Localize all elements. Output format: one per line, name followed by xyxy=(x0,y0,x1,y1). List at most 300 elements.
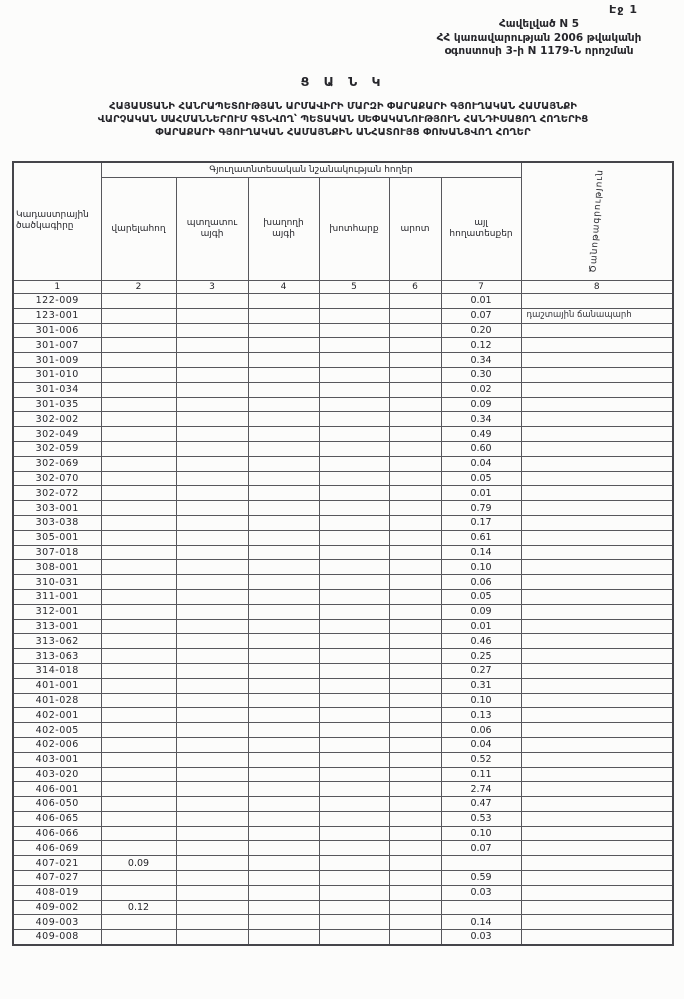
vineyard-value xyxy=(248,338,319,353)
orchard-value xyxy=(176,752,248,767)
orchard-value xyxy=(176,826,248,841)
pasture-value xyxy=(389,501,441,516)
cadastral-code: 407-027 xyxy=(13,871,101,886)
other-lands-value: 0.06 xyxy=(441,723,521,738)
vineyard-value xyxy=(248,412,319,427)
pasture-value xyxy=(389,737,441,752)
arable-value xyxy=(101,782,176,797)
appendix-line-2: ՀՀ կառավարության 2006 թվականի xyxy=(436,31,642,44)
pasture-value xyxy=(389,515,441,530)
land-transfer-table xyxy=(12,161,674,946)
vineyard-value xyxy=(248,900,319,915)
orchard-value xyxy=(176,871,248,886)
vineyard-value xyxy=(248,560,319,575)
hayfield-value xyxy=(319,649,389,664)
pasture-value xyxy=(389,782,441,797)
hayfield-value xyxy=(319,323,389,338)
table-row xyxy=(13,693,673,708)
arable-value xyxy=(101,723,176,738)
orchard-value xyxy=(176,308,248,323)
orchard-value xyxy=(176,797,248,812)
other-lands-value: 0.10 xyxy=(441,693,521,708)
appendix-line-3: օգոստոսի 3-ի N 1179-Ն որոշման xyxy=(444,45,634,57)
cadastral-code: 408-019 xyxy=(13,885,101,900)
table-row xyxy=(13,486,673,501)
vineyard-value xyxy=(248,367,319,382)
pasture-value xyxy=(389,871,441,886)
hayfield-value xyxy=(319,752,389,767)
table-row xyxy=(13,589,673,604)
vineyard-value xyxy=(248,353,319,368)
table-row xyxy=(13,545,673,560)
arable-value xyxy=(101,915,176,930)
table-row xyxy=(13,560,673,575)
hayfield-value xyxy=(319,560,389,575)
orchard-value xyxy=(176,515,248,530)
other-lands-value: 0.30 xyxy=(441,367,521,382)
orchard-value xyxy=(176,856,248,871)
cadastral-code: 303-001 xyxy=(13,501,101,516)
other-lands-value: 0.05 xyxy=(441,589,521,604)
arable-value xyxy=(101,708,176,723)
other-lands-value: 0.61 xyxy=(441,530,521,545)
vineyard-value xyxy=(248,930,319,945)
cadastral-code: 311-001 xyxy=(13,589,101,604)
cadastral-code: 406-001 xyxy=(13,782,101,797)
table-row xyxy=(13,530,673,545)
arable-value xyxy=(101,841,176,856)
note-cell xyxy=(521,841,673,856)
orchard-value xyxy=(176,723,248,738)
arable-value xyxy=(101,663,176,678)
hayfield-value xyxy=(319,441,389,456)
other-lands-value: 0.10 xyxy=(441,560,521,575)
other-lands-header: այլ հողատեսքեր xyxy=(441,178,521,281)
vineyard-value xyxy=(248,575,319,590)
orchard-value xyxy=(176,397,248,412)
arable-value xyxy=(101,797,176,812)
cadastral-code: 301-034 xyxy=(13,382,101,397)
note-header: Ծանոթագրություն xyxy=(588,169,606,274)
vineyard-value xyxy=(248,604,319,619)
note-cell xyxy=(521,767,673,782)
hayfield-value xyxy=(319,693,389,708)
cadastral-code: 308-001 xyxy=(13,560,101,575)
other-lands-value: 0.47 xyxy=(441,797,521,812)
note-cell xyxy=(521,486,673,501)
pasture-value xyxy=(389,471,441,486)
pasture-value xyxy=(389,382,441,397)
pasture-value xyxy=(389,338,441,353)
vineyard-value xyxy=(248,486,319,501)
note-cell xyxy=(521,382,673,397)
orchard-value xyxy=(176,294,248,309)
pasture-value xyxy=(389,412,441,427)
note-cell xyxy=(521,885,673,900)
note-cell xyxy=(521,530,673,545)
note-cell xyxy=(521,294,673,309)
pasture-value xyxy=(389,604,441,619)
note-cell xyxy=(521,649,673,664)
arable-value xyxy=(101,427,176,442)
note-cell xyxy=(521,871,673,886)
arable-value xyxy=(101,441,176,456)
table-row xyxy=(13,811,673,826)
hayfield-value xyxy=(319,412,389,427)
cadastral-code: 305-001 xyxy=(13,530,101,545)
vineyard-value xyxy=(248,678,319,693)
other-lands-value: 0.09 xyxy=(441,397,521,412)
orchard-value xyxy=(176,693,248,708)
table-row xyxy=(13,871,673,886)
note-cell xyxy=(521,397,673,412)
column-number-2: 2 xyxy=(101,281,176,294)
hayfield-value xyxy=(319,294,389,309)
table-body xyxy=(13,294,673,945)
cadastral-code: 403-001 xyxy=(13,752,101,767)
pasture-value xyxy=(389,767,441,782)
table-row xyxy=(13,367,673,382)
cadastral-code: 402-005 xyxy=(13,723,101,738)
pasture-value xyxy=(389,353,441,368)
hayfield-value xyxy=(319,530,389,545)
pasture-value xyxy=(389,649,441,664)
column-number-7: 7 xyxy=(441,281,521,294)
vineyard-value xyxy=(248,397,319,412)
vineyard-value xyxy=(248,427,319,442)
hayfield-value xyxy=(319,767,389,782)
table-row xyxy=(13,856,673,871)
note-cell xyxy=(521,323,673,338)
vineyard-value xyxy=(248,871,319,886)
appendix-line-1: Հավելված N 5 xyxy=(498,18,580,30)
table-row xyxy=(13,619,673,634)
arable-value xyxy=(101,412,176,427)
table-row xyxy=(13,338,673,353)
vineyard-value xyxy=(248,649,319,664)
pasture-value xyxy=(389,427,441,442)
other-lands-value xyxy=(441,856,521,871)
other-lands-value: 0.01 xyxy=(441,486,521,501)
note-cell xyxy=(521,693,673,708)
hayfield-value xyxy=(319,737,389,752)
arable-value xyxy=(101,367,176,382)
arable-value: 0.09 xyxy=(101,856,176,871)
column-number-4: 4 xyxy=(248,281,319,294)
other-lands-value: 0.07 xyxy=(441,308,521,323)
hayfield-value xyxy=(319,589,389,604)
arable-value xyxy=(101,353,176,368)
column-number-5: 5 xyxy=(319,281,389,294)
document-title-line-3: ՓԱՐԱՔԱՐԻ ԳՅՈՒՂԱԿԱՆ ՀԱՄԱՅՆՔԻՆ ԱՆՀԱՏՈՒՅՑ ՓՈԽԱՆՑՎՈՂ ՀՈՂԵՐ xyxy=(155,126,531,138)
hayfield-value xyxy=(319,397,389,412)
hayfield-value xyxy=(319,782,389,797)
hayfield-value xyxy=(319,826,389,841)
other-lands-value: 0.60 xyxy=(441,441,521,456)
note-cell xyxy=(521,515,673,530)
other-lands-value: 0.20 xyxy=(441,323,521,338)
orchard-value xyxy=(176,382,248,397)
note-cell xyxy=(521,634,673,649)
page-number-label: Էջ 1 xyxy=(609,3,638,16)
arable-value xyxy=(101,545,176,560)
hayfield-value xyxy=(319,308,389,323)
vineyard-value xyxy=(248,856,319,871)
note-cell xyxy=(521,353,673,368)
orchard-value xyxy=(176,441,248,456)
pasture-value xyxy=(389,323,441,338)
note-cell xyxy=(521,663,673,678)
vineyard-value xyxy=(248,501,319,516)
note-cell xyxy=(521,575,673,590)
vineyard-value xyxy=(248,693,319,708)
vineyard-value xyxy=(248,797,319,812)
other-lands-value: 0.17 xyxy=(441,515,521,530)
other-lands-value: 0.11 xyxy=(441,767,521,782)
orchard-value xyxy=(176,634,248,649)
note-cell xyxy=(521,752,673,767)
table-row xyxy=(13,678,673,693)
orchard-value xyxy=(176,486,248,501)
other-lands-value: 0.34 xyxy=(441,353,521,368)
pasture-value xyxy=(389,634,441,649)
pasture-value xyxy=(389,560,441,575)
vineyard-value xyxy=(248,619,319,634)
other-lands-value: 0.53 xyxy=(441,811,521,826)
vineyard-value xyxy=(248,708,319,723)
note-cell xyxy=(521,826,673,841)
hayfield-value xyxy=(319,471,389,486)
arable-value xyxy=(101,456,176,471)
orchard-value xyxy=(176,501,248,516)
hayfield-value xyxy=(319,515,389,530)
orchard-value xyxy=(176,930,248,945)
hayfield-value xyxy=(319,915,389,930)
table-row xyxy=(13,427,673,442)
arable-value xyxy=(101,397,176,412)
other-lands-value xyxy=(441,900,521,915)
cadastral-code: 301-035 xyxy=(13,397,101,412)
vineyard-value xyxy=(248,382,319,397)
other-lands-value: 0.05 xyxy=(441,471,521,486)
cadastral-code: 409-003 xyxy=(13,915,101,930)
orchard-value xyxy=(176,427,248,442)
cadastral-code: 407-021 xyxy=(13,856,101,871)
arable-value xyxy=(101,308,176,323)
orchard-value xyxy=(176,708,248,723)
note-cell xyxy=(521,604,673,619)
hayfield-value xyxy=(319,900,389,915)
cadastral-code: 409-002 xyxy=(13,900,101,915)
pasture-value xyxy=(389,856,441,871)
note-cell xyxy=(521,723,673,738)
hayfield-value xyxy=(319,811,389,826)
vineyard-value xyxy=(248,545,319,560)
note-cell xyxy=(521,708,673,723)
pasture-header: արոտ xyxy=(389,178,441,281)
table-row xyxy=(13,723,673,738)
vineyard-value xyxy=(248,294,319,309)
note-cell xyxy=(521,782,673,797)
note-cell xyxy=(521,797,673,812)
note-cell: դաշտային ճանապարհ xyxy=(521,308,673,323)
arable-value xyxy=(101,885,176,900)
cadastral-code: 123-001 xyxy=(13,308,101,323)
arable-value xyxy=(101,649,176,664)
pasture-value xyxy=(389,900,441,915)
other-lands-value: 0.34 xyxy=(441,412,521,427)
note-cell xyxy=(521,915,673,930)
note-cell xyxy=(521,367,673,382)
other-lands-value: 0.59 xyxy=(441,871,521,886)
hayfield-value xyxy=(319,841,389,856)
pasture-value xyxy=(389,367,441,382)
table-row xyxy=(13,797,673,812)
orchard-value xyxy=(176,575,248,590)
table-row xyxy=(13,441,673,456)
arable-value xyxy=(101,826,176,841)
table-row xyxy=(13,501,673,516)
other-lands-value: 0.03 xyxy=(441,930,521,945)
orchard-value xyxy=(176,782,248,797)
pasture-value xyxy=(389,441,441,456)
hayfield-value xyxy=(319,486,389,501)
arable-value xyxy=(101,678,176,693)
orchard-value xyxy=(176,841,248,856)
pasture-value xyxy=(389,663,441,678)
arable-value xyxy=(101,589,176,604)
note-cell xyxy=(521,856,673,871)
note-cell xyxy=(521,589,673,604)
arable-value xyxy=(101,693,176,708)
hayfield-header: խոտհարք xyxy=(319,178,389,281)
table-row xyxy=(13,841,673,856)
note-header-cell xyxy=(521,162,673,281)
hayfield-value xyxy=(319,634,389,649)
vineyard-value xyxy=(248,826,319,841)
table-row xyxy=(13,915,673,930)
cadastral-code: 302-059 xyxy=(13,441,101,456)
column-number-3: 3 xyxy=(176,281,248,294)
orchard-value xyxy=(176,530,248,545)
cadastral-code: 402-001 xyxy=(13,708,101,723)
note-cell xyxy=(521,560,673,575)
agricultural-lands-group-header: Գյուղատնտեսական նշանակության հողեր xyxy=(101,162,521,178)
column-number-6: 6 xyxy=(389,281,441,294)
other-lands-value: 0.06 xyxy=(441,575,521,590)
other-lands-value: 0.79 xyxy=(441,501,521,516)
pasture-value xyxy=(389,693,441,708)
cadastral-code: 409-008 xyxy=(13,930,101,945)
pasture-value xyxy=(389,723,441,738)
vineyard-value xyxy=(248,634,319,649)
table-row xyxy=(13,634,673,649)
vineyard-value xyxy=(248,737,319,752)
arable-value xyxy=(101,930,176,945)
other-lands-value: 0.49 xyxy=(441,427,521,442)
cadastral-code: 406-065 xyxy=(13,811,101,826)
other-lands-value: 0.12 xyxy=(441,338,521,353)
table-header-row-group xyxy=(13,162,673,178)
cadastral-code: 312-001 xyxy=(13,604,101,619)
hayfield-value xyxy=(319,856,389,871)
other-lands-value: 0.07 xyxy=(441,841,521,856)
orchard-value xyxy=(176,649,248,664)
hayfield-value xyxy=(319,353,389,368)
other-lands-value: 0.13 xyxy=(441,708,521,723)
note-cell xyxy=(521,338,673,353)
table-row xyxy=(13,752,673,767)
table-row xyxy=(13,382,673,397)
orchard-value xyxy=(176,353,248,368)
table-row xyxy=(13,782,673,797)
note-cell xyxy=(521,811,673,826)
orchard-value xyxy=(176,367,248,382)
pasture-value xyxy=(389,545,441,560)
cadastral-code: 313-063 xyxy=(13,649,101,664)
arable-header: վարելահող xyxy=(101,178,176,281)
hayfield-value xyxy=(319,338,389,353)
cadastral-code-header: Կադաստրային ծածկագիրը xyxy=(13,162,101,281)
note-cell xyxy=(521,545,673,560)
cadastral-code: 313-001 xyxy=(13,619,101,634)
table-row xyxy=(13,471,673,486)
hayfield-value xyxy=(319,382,389,397)
hayfield-value xyxy=(319,663,389,678)
orchard-value xyxy=(176,604,248,619)
hayfield-value xyxy=(319,797,389,812)
vineyard-value xyxy=(248,841,319,856)
table-row xyxy=(13,900,673,915)
note-cell xyxy=(521,619,673,634)
orchard-value xyxy=(176,456,248,471)
pasture-value xyxy=(389,619,441,634)
cadastral-code: 302-002 xyxy=(13,412,101,427)
hayfield-value xyxy=(319,885,389,900)
arable-value xyxy=(101,501,176,516)
cadastral-code: 406-069 xyxy=(13,841,101,856)
vineyard-value xyxy=(248,530,319,545)
pasture-value xyxy=(389,885,441,900)
orchard-value xyxy=(176,323,248,338)
arable-value xyxy=(101,575,176,590)
pasture-value xyxy=(389,589,441,604)
orchard-value xyxy=(176,737,248,752)
table-row xyxy=(13,412,673,427)
orchard-value xyxy=(176,619,248,634)
table-row xyxy=(13,397,673,412)
arable-value xyxy=(101,382,176,397)
orchard-value xyxy=(176,338,248,353)
column-number-8: 8 xyxy=(521,281,673,294)
table-row xyxy=(13,294,673,309)
other-lands-value: 0.46 xyxy=(441,634,521,649)
orchard-value xyxy=(176,915,248,930)
cadastral-code: 301-006 xyxy=(13,323,101,338)
hayfield-value xyxy=(319,501,389,516)
cadastral-code: 302-070 xyxy=(13,471,101,486)
cadastral-code: 402-006 xyxy=(13,737,101,752)
vineyard-value xyxy=(248,723,319,738)
other-lands-value: 0.27 xyxy=(441,663,521,678)
other-lands-value: 0.09 xyxy=(441,604,521,619)
table-row xyxy=(13,515,673,530)
arable-value xyxy=(101,737,176,752)
vineyard-value xyxy=(248,471,319,486)
table-row xyxy=(13,575,673,590)
vineyard-value xyxy=(248,885,319,900)
table-row xyxy=(13,708,673,723)
